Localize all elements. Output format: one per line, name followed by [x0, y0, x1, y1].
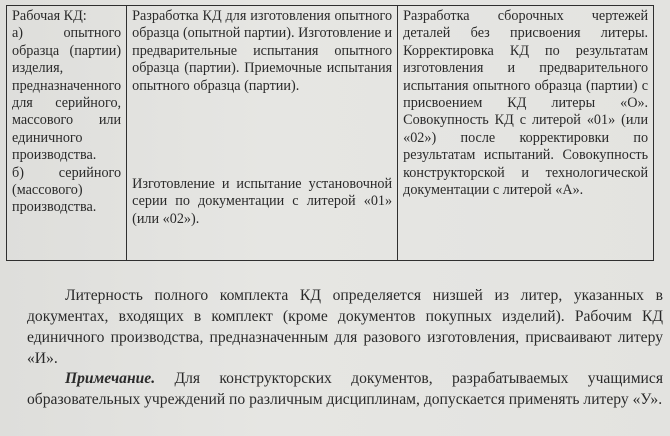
cell-heading: Рабочая КД: [12, 8, 87, 24]
table-cell-result [398, 6, 654, 261]
cell-text-b: б) серийного (массового) производства. [12, 164, 122, 216]
note-paragraph [27, 368, 663, 410]
table-cell-stage [7, 6, 127, 261]
note-label: Примечание. [65, 370, 156, 387]
note-text: Для конструкторских документов, разрабатываемых учащимися образовательных учреждений по различным дисциплинам, допускается применять литеру «У». [27, 370, 663, 408]
body-paragraph: Литерность полного комплекта КД определяется низшей из литер, указанных в документах, входящих в комплект (кроме документов покупных изделий). Рабочим КД единичного производства, предназначенным для разового изготовления, присваивают литеру «И». [27, 287, 663, 367]
cell-text-a: а) опытного образца (партии) изделия, предназначенного для серийного, массового или единичного производства. [12, 25, 122, 164]
literature-table [6, 5, 654, 261]
cell-text-work-1: Разработка КД для изготовления опытного образца (опытной партии). Изготовление и предварительные испытания опытного образца (партии). Приемочные испытания опытного образца (партии). [132, 8, 393, 94]
cell-text-result: Разработка сборочных чертежей деталей без присвоения литеры. Корректировка КД по результатам изготовления и предварительного испытания опытного образца (партии) с присвоением КД литеры «О». Совокупность КД с литерой «01» (или «02») после корректировки по результатам испытаний. Совокупность конструкторской и технологической документации с литерой «А». [403, 8, 649, 199]
cell-text-work-2: Изготовление и испытание установочной серии по документации с литерой «01» (или «02»). [132, 176, 393, 227]
table-row [7, 6, 654, 261]
table-cell-work [127, 6, 398, 261]
